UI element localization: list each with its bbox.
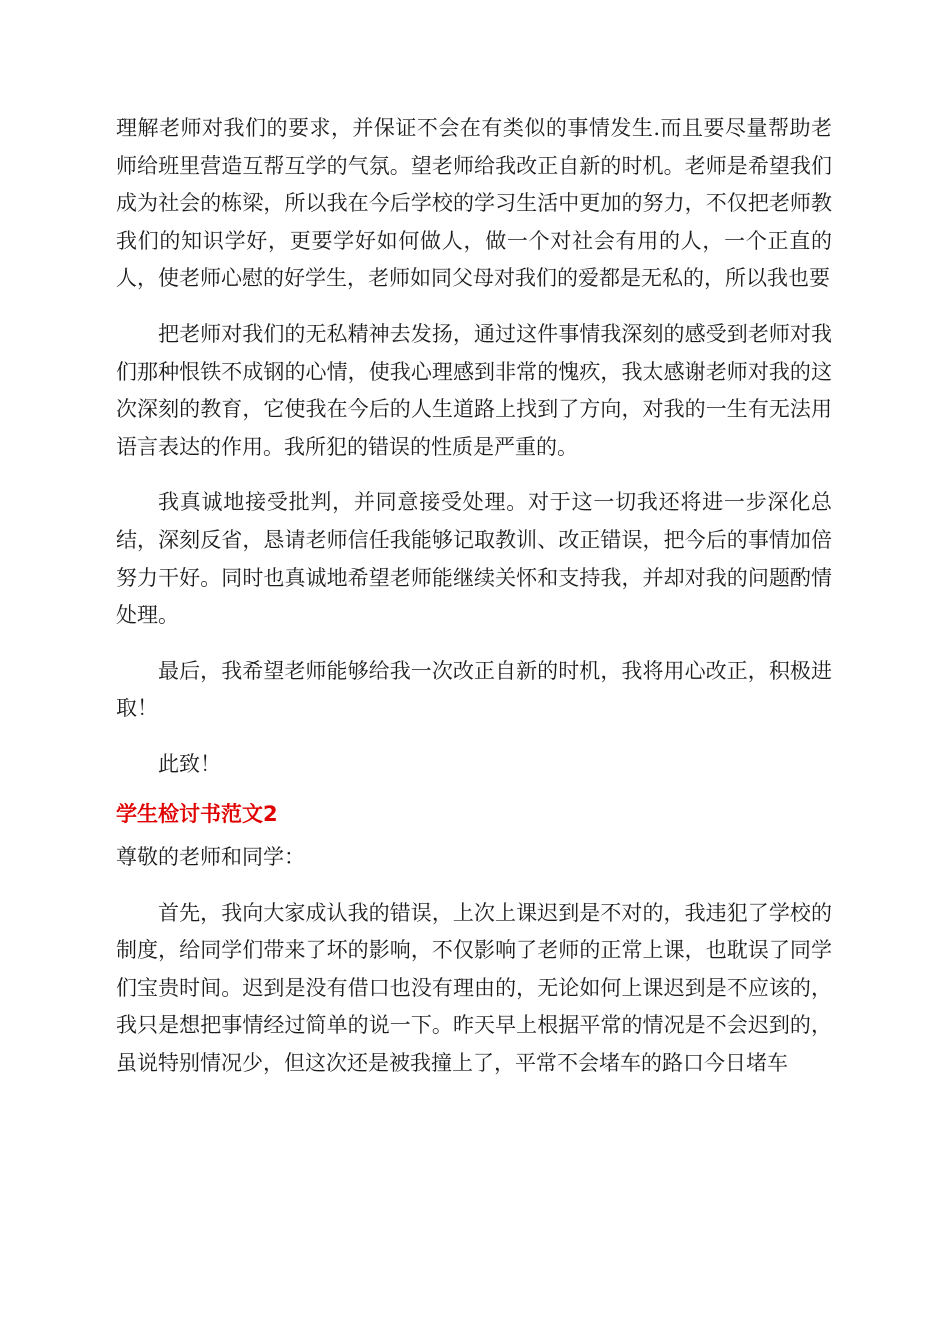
document-page xyxy=(116,110,832,1083)
salutation: 尊敬的老师和同学： xyxy=(116,845,305,870)
paragraph-spirit: 把老师对我们的无私精神去发扬，通过这件事情我深刻的感受到老师对我们那种恨铁不成钢的心情，使我心理感到非常的愧疚，我太感谢老师对我的这次深刻的教育，它使我在今后的人生道路上找到了方向，对我的一生有无法用语言表达的作用。我所犯的错误的性质是严重的。 xyxy=(116,321,832,459)
paragraph-finally: 最后，我希望老师能够给我一次改正自新的时机，我将用心改正，积极进取！ xyxy=(116,658,832,721)
paragraph-accept-criticism: 我真诚地接受批判，并同意接受处理。对于这一切我还将进一步深化总结，深刻反省，恳请老师信任我能够记取教训、改正错误，把今后的事情加倍努力干好。同时也真诚地希望老师能继续关怀和支持我，并却对我的问题酌情处理。 xyxy=(116,490,832,628)
paragraph-continued: 理解老师对我们的要求，并保证不会在有类似的事情发生.而且要尽量帮助老师给班里营造互帮互学的气氛。望老师给我改正自新的时机。老师是希望我们成为社会的栋梁，所以我在今后学校的学习生活中更加的努力，不仅把老师教我们的知识学好，更要学好如何做人，做一个对社会有用的人，一个正直的人，使老师心慰的好学生，老师如同父母对我们的爱都是无私的，所以我也要 xyxy=(116,116,832,291)
paragraph-first: 首先，我向大家成认我的错误，上次上课迟到是不对的，我违犯了学校的制度，给同学们带来了坏的影响，不仅影响了老师的正常上课，也耽误了同学们宝贵时间。迟到是没有借口也没有理由的，无论如何上课迟到是不应该的，我只是想把事情经过简单的说一下。昨天早上根据平常的情况是不会迟到的，虽说特别情况少，但这次还是被我撞上了，平常不会堵车的路口今日堵车 xyxy=(116,900,832,1076)
section-heading: 学生检讨书范文2 xyxy=(116,801,278,826)
paragraph-closing: 此致！ xyxy=(158,751,221,776)
